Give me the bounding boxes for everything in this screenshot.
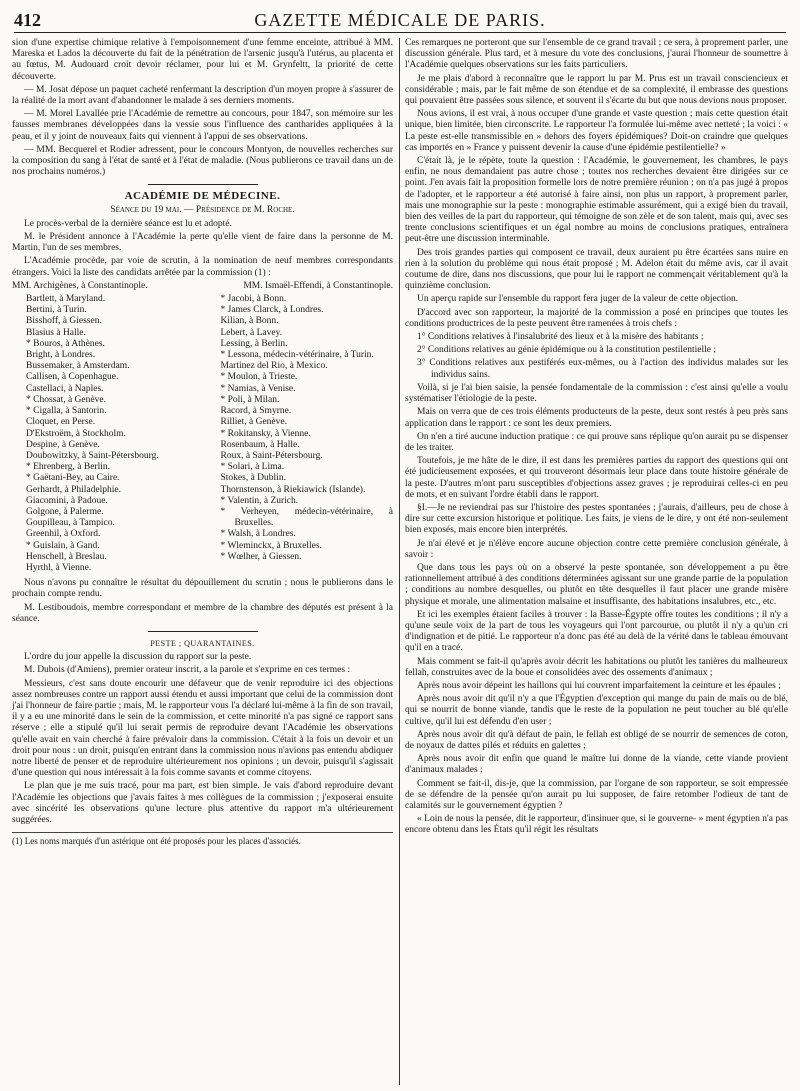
candidate-entry: * Walsh, à Londres. (220, 529, 296, 540)
right-column (405, 38, 788, 1085)
candidate-entry: Castellaci, à Naples. (26, 383, 104, 394)
candidate-entry: Callisen, à Copenhague. (26, 372, 119, 383)
list-item: 3° Conditions relatives aux pestiférés eux-mêmes, ou à l'action des individus malades sur les individus sains. (417, 358, 788, 380)
paragraph: Après nous avoir dit qu'à défaut de pain, le fellah est obligé de se nourrir de semences de coton, de noyaux de dattes pilés et réduits en galettes ; (405, 729, 788, 751)
candidate-entry: Bisshoff, à Giessen. (26, 316, 102, 327)
paragraph: Mais comment se fait-il qu'après avoir décrit les habitations ou plutôt les tanières du malheureux fellah, construites avec de la boue et consolidées avec des ossements d'animaux ; (405, 656, 788, 678)
paragraph: Mais on verra que de ces trois éléments producteurs de la peste, deux sont restés à peu près sans application dans le rapport : ce sont les deux premiers. (405, 407, 788, 429)
paragraph: D'accord avec son rapporteur, la majorité de la commission a posé en principes que toutes les conditions productrices de la peste peuvent être ramenées à trois chefs : (405, 307, 788, 329)
list-item: 1° Conditions relatives à l'insalubrité des lieux et à la misère des habitants ; (417, 332, 704, 343)
paragraph: L'ordre du jour appelle la discussion du rapport sur la peste. (24, 652, 252, 663)
column-rule (399, 38, 400, 1085)
candidate-entry: Bertini, à Turin. (26, 305, 87, 316)
conditions-list (405, 332, 788, 381)
paragraph: M. Lestiboudois, membre correspondant et membre de la chambre des députés est présent à la séance. (12, 602, 393, 624)
candidate-entry: * Cigalla, à Santorin. (26, 406, 107, 417)
candidate-entry: Despine, à Genève. (26, 439, 100, 450)
paragraph: L'Académie procède, par voie de scrutin, à la nomination de neuf membres correspondants étrangers. Voici la liste des candidats arrêtée par la commission (1) : (12, 256, 393, 278)
candidate-entry: Lessing, à Berlin. (220, 338, 288, 349)
candidate-entry: * Verheyen, médecin-vétérinaire, à Bruxelles. (220, 506, 393, 529)
candidate-entry: * Chossat, à Genève. (26, 394, 106, 405)
candidate-entry: Goupilleau, à Tampico. (26, 518, 115, 529)
page-number: 412 (14, 10, 41, 30)
paragraph: Des trois grandes parties qui composent ce travail, deux auraient pu être écartées sans nuire en rien à la solution du problème qui nous était proposé ; M. Adelon était du même avis, car il avait coutume de dire, dans nos discussions, que pour lui le rapport ne commençait véritablement qu'à la quinzième conclusion. (405, 247, 788, 292)
candidate-head-right: MM. Ismaël-Effendi, à Constantinople. (243, 280, 393, 291)
candidate-entry: Henschell, à Breslau. (26, 551, 107, 562)
paragraph: Ces remarques ne porteront que sur l'ensemble de ce grand travail ; ce sera, à proprement parler, une discussion générale. Plus tard, et à mesure du vote des conclusions, j'aurai l'honneur de soumettre à l'Académie quelques observations sur les faits particuliers. (405, 38, 788, 71)
paragraph: Toutefois, je me hâte de le dire, il est dans les premières parties du rapport des questions qui ont été judicieusement exposées, et qui trouveront désormais leur place dans toute histoire générale de la peste. D'autres m'ont paru susceptibles d'objections assez graves ; je reproduirai celles-ci en peu de mots, et en suivant l'ordre établi dans le rapport. (405, 456, 788, 500)
paragraph: Après nous avoir dit qu'il n'y a que l'Égyptien d'exception qui mange du pain de maïs ou de blé, qui se nourrit de bonne viande, tandis que le reste de la population ne peut toucher au blé qu'elle cultive, qu'il lui est défendu d'en user ; (405, 694, 788, 727)
candidate-entry: Lebert, à Lavey. (220, 327, 283, 338)
candidate-entry: * Moulon, à Trieste. (220, 372, 298, 383)
candidate-entry: * Poli, à Milan. (220, 394, 280, 405)
paragraph: — MM. Becquerel et Rodier adressent, pour le concours Montyon, de nouvelles recherches sur la composition du sang à l'état de santé et à l'état de maladie. (Nous publierons ce travail dans un de nos prochains numéros.) (12, 144, 393, 178)
paragraph: Le procès-verbal de la dernière séance est lu et adopté. (24, 218, 232, 229)
candidate-list-right (207, 294, 394, 574)
candidate-entry: * Ehrenberg, à Berlin. (26, 462, 110, 473)
paragraph: Le plan que je me suis tracé, pour ma part, est bien simple. Je vais d'abord reproduire devant l'Académie les objections que j'avais faites à mes collègues de la commission ; j'exposerai ensuite avec sincérité les observations qu'une lecture plus attentive du rapport m'a ultérieurement suggérées. (12, 781, 393, 825)
candidate-entry: Thornstenson, à Riekiawick (Islande). (220, 484, 366, 495)
paragraph: « Loin de nous la pensée, dit le rapporteur, d'insinuer que, si le gouverne- » ment égyptien n'a pas encore obtenu dans les États qu'il régit les résultats (405, 814, 788, 836)
candidate-entry: * Namias, à Venise. (220, 383, 296, 394)
candidate-entry: Stokes, à Dublin. (220, 473, 286, 484)
paragraph: C'était là, je le répète, toute la question : l'Académie, le gouvernement, les chambres, le pays enfin, ne nous demandaient pas autre chose ; toutes nos recherches devaient être dirigées sur ce point. J'en avais fait la proposition formelle lors de notre première réunion ; on n'a pas jugé à propos de l'adopter, et le rapporteur a été autorisé à faire ainsi, non plus un rapport, à proprement parler, mais une monographie sur la peste : monographie estimable assurément, qui a exigé bien du travail, bien des veilles de la part du rapporteur, qui témoigne de son zèle et de son talent, mais qui, avec ses trente conclusions scientifiques et un égal nombre au moins de conclusions pratiques, entraînera peut-être une discussion interminable. (405, 156, 788, 245)
candidate-entry: * Valentin, à Zurich. (220, 495, 299, 506)
candidate-entry: * Bouros, à Athènes. (26, 338, 105, 349)
paragraph: Messieurs, c'est sans doute encourir une défaveur que de venir reproduire ici des objections assez nombreuses contre un rapport aussi étendu et aussi important que celui de la commission dont j'ai l'honneur de faire partie ; mais, M. le rapporteur vous l'a déclaré lui-même à la fin de son travail, il y a eu une minorité dans le sein de la commission, et cette minorité n'a pas signé ce rapport sans réserve ; elle a stipulé qu'il lui serait permis de reproduire devant l'Académie les observations qu'elle avait en vain cherché à faire prévaloir dans la commission. C'était à la fois un devoir et un droit pour nous : un droit, puisqu'en entrant dans la commission nous n'avions pas entendu abdiquer notre liberté de penser et de reproduire ultérieurement nos opinions ; un devoir, puisqu'il s'agissait d'une question qui nous intéressait à la fois comme savants et comme citoyens. (12, 678, 393, 779)
session-title: Séance du 19 mai. — Présidence de M. Roche. (110, 204, 295, 215)
left-column (12, 38, 393, 1085)
candidate-head-left: MM. Archigènes, à Constantinople. (12, 280, 148, 291)
candidate-entry: * James Clarck, à Londres. (220, 305, 324, 316)
candidate-entry: Bright, à Londres. (26, 350, 96, 361)
candidate-entry: Giacomini, à Padoue. (26, 495, 108, 506)
list-item: 2° Conditions relatives au génie épidémique ou à la constitution pestilentielle ; (417, 345, 717, 356)
candidate-entry: Roux, à Saint-Pétersbourg. (220, 450, 323, 461)
paragraph: Que dans tous les pays où on a observé la peste spontanée, son développement a pu être rationnellement attribué à des conditions déterminées agissant sur une grande partie de la population ; conditions au nombre desquelles, ou plutôt en tête desquelles il faut placer une grande misère physique et morale, une alimentation malsaine et insuffisante, des habitations insalubres, etc., etc. (405, 562, 788, 607)
subsection-title: PESTE ; QUARANTAINES. (150, 638, 255, 648)
candidate-entry: Greenhil, à Oxford. (26, 529, 101, 540)
candidate-entry: Hyrthl, à Vienne. (26, 562, 92, 573)
paragraph: §I.—Je ne reviendrai pas sur l'histoire des pestes spontanées ; j'aurais, d'ailleurs, peu de chose à dire sur cette excursion historique et politique. Les faits, je viens de le dire, y ont été non-seulement bien exposés, mais encore bien interprétés. (405, 502, 788, 536)
candidate-entry: Blasius à Halle. (26, 327, 86, 338)
paragraph: sion d'une expertise chimique relative à l'empoisonnement d'une femme enceinte, attribué à MM. Mareska et Lados la découverte du fait de la pénétration de l'arsenic jusqu'à l'utérus, au placenta et au fœtus, M. Audouard croit devoir réclamer, pour lui et M. Grynfeltt, la priorité de cette découverte. (12, 38, 393, 82)
candidate-entry: Kilian, à Bonn. (220, 316, 279, 327)
journal-title: GAZETTE MÉDICALE DE PARIS. (254, 10, 546, 30)
paragraph: — M. Morel Lavallée prie l'Académie de remettre au concours, pour 1847, son mémoire sur les fausses membranes développées dans la vessie sous l'influence des cantharides appliquées à la peau, et il y joint de nouveaux faits qui viennent à l'appui de ses observations. (12, 109, 393, 142)
paragraph: Nous n'avons pu connaître le résultat du dépouillement du scrutin ; nous le publierons dans le prochain compte rendu. (12, 578, 393, 600)
candidate-entry: Racord, à Smyrne. (220, 406, 292, 417)
paragraph: Voilà, si je l'ai bien saisie, la pensée fondamentale de la commission : c'est ainsi qu'elle a voulu systématiser l'étiologie de la peste. (405, 382, 788, 405)
candidate-entry: D'Ekstroëm, à Stockholm. (26, 428, 126, 439)
candidate-entry: Cloquet, en Perse. (26, 417, 96, 428)
section-title: ACADÉMIE DE MÉDECINE. (124, 190, 281, 203)
candidate-entry: * Rokitansky, à Vienne. (220, 428, 311, 439)
candidate-list-left (12, 294, 199, 574)
candidate-list-header (12, 281, 393, 292)
footnote: (1) Les noms marqués d'un astérique ont été proposés pour les places d'associés. (12, 832, 393, 847)
candidate-entry: * Solari, à Lima. (220, 462, 285, 473)
candidate-entry: Martinez del Rio, à Mexico. (220, 361, 328, 372)
candidate-entry: Rosenbaum, à Halle. (220, 439, 300, 450)
paragraph: M. le Président annonce à l'Académie la perte qu'elle vient de faire dans la personne de M. Martin, l'un de ses membres. (12, 232, 393, 254)
paragraph: Nous avions, il est vrai, à nous occuper d'une grande et vaste question ; mais cette question était unique, bien limitée, bien circonscrite. Le rapporteur l'a formulée lui-même avec netteté ; la voici : « La peste est-elle transmissible en » dehors des foyers épidémiques? Doit-on craindre que quelques cas importés en » France y puissent devenir la cause d'une épidémie pestilentielle? » (405, 109, 788, 153)
candidate-entry: Gerhardt, à Philadelphie. (26, 484, 121, 495)
candidate-entry: * Jacobi, à Bonn. (220, 294, 287, 305)
paragraph: Je n'ai élevé et je n'élève encore aucune objection contre cette première conclusion générale, à savoir : (405, 538, 788, 560)
candidate-entry: * Guislain, à Gand. (26, 540, 100, 551)
page-header (14, 8, 786, 33)
separator-rule (148, 631, 258, 632)
candidate-entry: Golgone, à Palerme. (26, 506, 104, 517)
paragraph: Un aperçu rapide sur l'ensemble du rapport fera juger de la valeur de cette objection. (417, 294, 739, 305)
paragraph: M. Dubois (d'Amiens), premier orateur inscrit, a la parole et s'exprime en ces termes : (24, 665, 351, 676)
candidate-entry: Bussemaker, à Amsterdam. (26, 361, 130, 372)
paragraph: Après nous avoir dépeint les haillons qui lui couvrent imparfaitement la ceinture et les épaules ; (417, 680, 781, 691)
candidate-entry: * Gaëtani-Bey, au Caire. (26, 473, 120, 484)
paragraph: On n'en a tiré aucune induction pratique : ce qui prouve sans réplique qu'on aurait pu se dispenser de les traiter. (405, 431, 788, 453)
candidate-entry: * Lessona, médecin-vétérinaire, à Turin. (220, 350, 374, 361)
paragraph: Après nous avoir dit enfin que quand le maître lui donne de la viande, cette viande provient d'animaux malades ; (405, 754, 788, 776)
candidate-list (12, 294, 393, 574)
candidate-entry: * Wleminckx, à Bruxelles. (220, 540, 322, 551)
separator-rule (148, 184, 258, 185)
candidate-entry: Doubowitzky, à Saint-Pétersbourg. (26, 450, 159, 461)
candidate-entry: Bartlett, à Maryland. (26, 294, 106, 305)
paragraph: Comment se fait-il, dis-je, que la commission, par l'organe de son rapporteur, se soit empressée de se défendre de la pensée qu'on aurait pu lui supposer, de faire retomber l'odieux de tant de calamités sur le gouvernement égyptien ? (405, 778, 788, 811)
paragraph: — M. Josat dépose un paquet cacheté renfermant la description d'un moyen propre à s'assurer de la réalité de la mort avant d'abandonner le malade à ses derniers moments. (12, 84, 393, 107)
paragraph: Et ici les exemples étaient faciles à trouver : la Basse-Égypte offre toutes les conditions ; il n'y a qu'une seule voix de la part de tous les voyageurs qui l'ont parcourue, ou plutôt il n'y a qu'un cri d'indignation et de pitié. Le rapporteur n'a donc pas été au delà de la vérité dans le tableau émouvant qu'il en a tracé. (405, 609, 788, 654)
candidate-entry: * Wœlher, à Giessen. (220, 551, 302, 562)
paragraph: Je me plais d'abord à reconnaître que le rapport lu par M. Prus est un travail consciencieux et considérable ; mais, par le fait même de son étendue et de sa complexité, il embrasse des questions qui pouvaient être passées sous silence, et souvent il s'écarte du but que nous devions nous proposer. (405, 73, 788, 107)
candidate-entry: Rilliet, à Genève. (220, 417, 287, 428)
